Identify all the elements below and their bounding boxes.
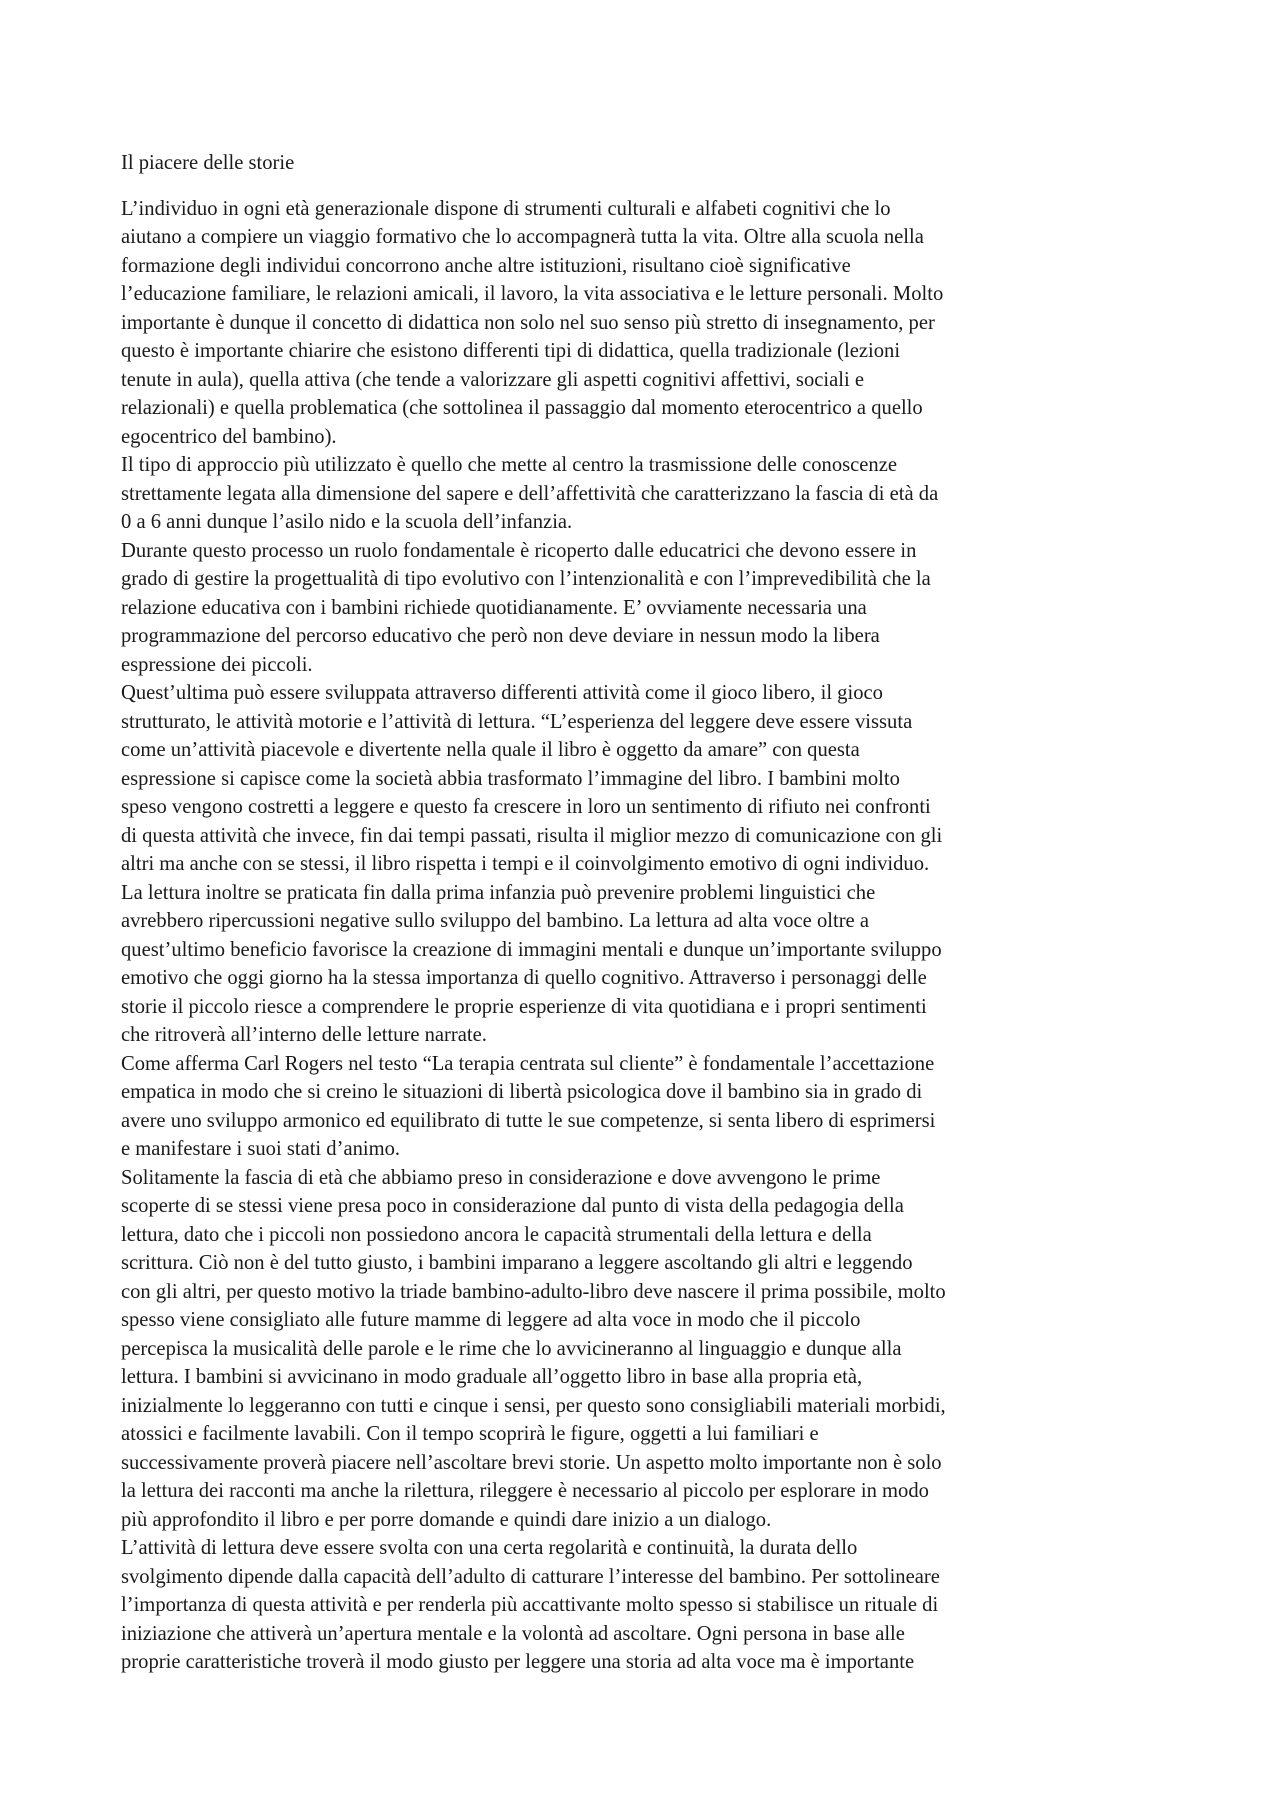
text-line: egocentrico del bambino). (121, 425, 337, 448)
text-line: formazione degli individui concorrono anche altre istituzioni, risultano cioè significative (121, 254, 851, 277)
text-line: quest’ultimo beneficio favorisce la creazione di immagini mentali e dunque un’importante sviluppo (121, 938, 942, 961)
text-line: avere uno sviluppo armonico ed equilibrato di tutte le sue competenze, si senta libero di esprimersi (121, 1109, 936, 1132)
text-line: L’individuo in ogni età generazionale dispone di strumenti culturali e alfabeti cognitivi che lo (121, 197, 891, 220)
text-line: iniziazione che attiverà un’apertura mentale e la volontà ad ascoltare. Ogni persona in base alle (121, 1622, 905, 1645)
text-line: aiutano a compiere un viaggio formativo che lo accompagnerà tutta la vita. Oltre alla scuola nella (121, 226, 924, 248)
text-line: espressione si capisce come la società abbia trasformato l’immagine del libro. I bambini molto (121, 767, 900, 790)
document-body (121, 195, 1171, 1677)
text-line: l’educazione familiare, le relazioni amicali, il lavoro, la vita associativa e le letture personali. Molto (121, 283, 944, 305)
text-line: più approfondito il libro e per porre domande e quindi dare inizio a un dialogo. (121, 1508, 772, 1531)
text-line: proprie caratteristiche troverà il modo giusto per leggere una storia ad alta voce ma è importante (121, 1651, 915, 1673)
text-line: spesso viene consigliato alle future mamme di leggere ad alta voce in modo che il piccolo (121, 1309, 861, 1331)
text-line: scrittura. Ciò non è del tutto giusto, i bambini imparano a leggere ascoltando gli altri e leggendo (121, 1252, 913, 1274)
text-line: L’attività di lettura deve essere svolta con una certa regolarità e continuità, la durata dello (121, 1537, 858, 1559)
text-line: importante è dunque il concetto di didattica non solo nel suo senso più stretto di insegnamento, per (121, 311, 935, 334)
text-line: relazionali) e quella problematica (che sottolinea il passaggio dal momento eterocentrico a quello (121, 397, 923, 419)
text-line: Durante questo processo un ruolo fondamentale è ricoperto dalle educatrici che devono essere in (121, 539, 917, 562)
text-line: Come afferma Carl Rogers nel testo “La terapia centrata sul cliente” è fondamentale l’accettazione (121, 1052, 935, 1075)
text-line: Solitamente la fascia di età che abbiamo preso in considerazione e dove avvengono le prime (121, 1166, 881, 1189)
text-line: con gli altri, per questo motivo la triade bambino-adulto-libro deve nascere il prima possibile, molto (121, 1280, 946, 1303)
text-line: speso vengono costretti a leggere e questo fa crescere in loro un sentimento di rifiuto nei confronti (121, 796, 931, 818)
text-line: atossici e facilmente lavabili. Con il tempo scoprirà le figure, oggetti a lui familiari e (121, 1423, 819, 1445)
text-line: relazione educativa con i bambini richiede quotidianamente. E’ ovviamente necessaria una (121, 596, 867, 619)
text-line: la lettura dei racconti ma anche la rilettura, rileggere è necessario al piccolo per esplorare in modo (121, 1480, 929, 1502)
text-line: che ritroverà all’interno delle letture narrate. (121, 1024, 487, 1046)
text-line: lettura, dato che i piccoli non possiedono ancora le capacità strumentali della lettura e della (121, 1223, 872, 1246)
text-line: Il tipo di approccio più utilizzato è quello che mette al centro la trasmissione delle conoscenze (121, 454, 897, 476)
text-line: altri ma anche con se stessi, il libro rispetta i tempi e il coinvolgimento emotivo di ogni individuo. (121, 853, 930, 875)
text-line: percepisca la musicalità delle parole e le rime che lo avvicineranno al linguaggio e dunque alla (121, 1337, 902, 1360)
text-line: come un’attività piacevole e divertente nella quale il libro è oggetto da amare” con questa (121, 739, 860, 761)
text-line: tenute in aula), quella attiva (che tende a valorizzare gli aspetti cognitivi affettivi, sociali e (121, 368, 864, 391)
text-line: strettamente legata alla dimensione del sapere e dell’affettività che caratterizzano la fascia di età da (121, 482, 939, 505)
text-line: avrebbero ripercussioni negative sullo sviluppo del bambino. La lettura ad alta voce oltre a (121, 910, 869, 932)
text-line: lettura. I bambini si avvicinano in modo graduale all’oggetto libro in base alla propria età, (121, 1366, 863, 1388)
text-line: emotivo che oggi giorno ha la stessa importanza di quello cognitivo. Attraverso i personaggi delle (121, 967, 927, 989)
text-line: storie il piccolo riesce a comprendere le proprie esperienze di vita quotidiana e i propri sentimenti (121, 995, 927, 1018)
text-line: scoperte di se stessi viene presa poco in considerazione dal punto di vista della pedagogia della (121, 1195, 904, 1217)
text-line: 0 a 6 anni dunque l’asilo nido e la scuola dell’infanzia. (121, 511, 573, 533)
document-page (121, 149, 1171, 1677)
text-line: inizialmente lo leggeranno con tutti e cinque i sensi, per questo sono consigliabili materiali morbidi, (121, 1394, 946, 1417)
text-line: successivamente proverà piacere nell’ascoltare brevi storie. Un aspetto molto importante non è solo (121, 1451, 942, 1474)
text-line: empatica in modo che si creino le situazioni di libertà psicologica dove il bambino sia in grado di (121, 1081, 923, 1103)
text-line: strutturato, le attività motorie e l’attività di lettura. “L’esperienza del leggere deve essere vissuta (121, 710, 913, 733)
text-line: questo è importante chiarire che esistono differenti tipi di didattica, quella tradizionale (lezioni (121, 340, 901, 362)
document-title: Il piacere delle storie (121, 152, 295, 174)
text-line: Quest’ultima può essere sviluppata attraverso differenti attività come il gioco libero, il gioco (121, 682, 883, 704)
text-line: e manifestare i suoi stati d’animo. (121, 1138, 401, 1160)
text-line: grado di gestire la progettualità di tipo evolutivo con l’intenzionalità e con l’imprevedibilità che la (121, 568, 931, 590)
text-line: programmazione del percorso educativo che però non deve deviare in nessun modo la libera (121, 625, 880, 647)
text-line: svolgimento dipende dalla capacità dell’adulto di catturare l’interesse del bambino. Per sottolineare (121, 1565, 940, 1588)
text-line: La lettura inoltre se praticata fin dalla prima infanzia può prevenire problemi linguistici che (121, 881, 876, 904)
text-line: di questa attività che invece, fin dai tempi passati, risulta il miglior mezzo di comunicazione con gli (121, 824, 943, 847)
text-line: espressione dei piccoli. (121, 653, 313, 676)
text-line: l’importanza di questa attività e per renderla più accattivante molto spesso si stabilisce un rituale di (121, 1594, 939, 1616)
